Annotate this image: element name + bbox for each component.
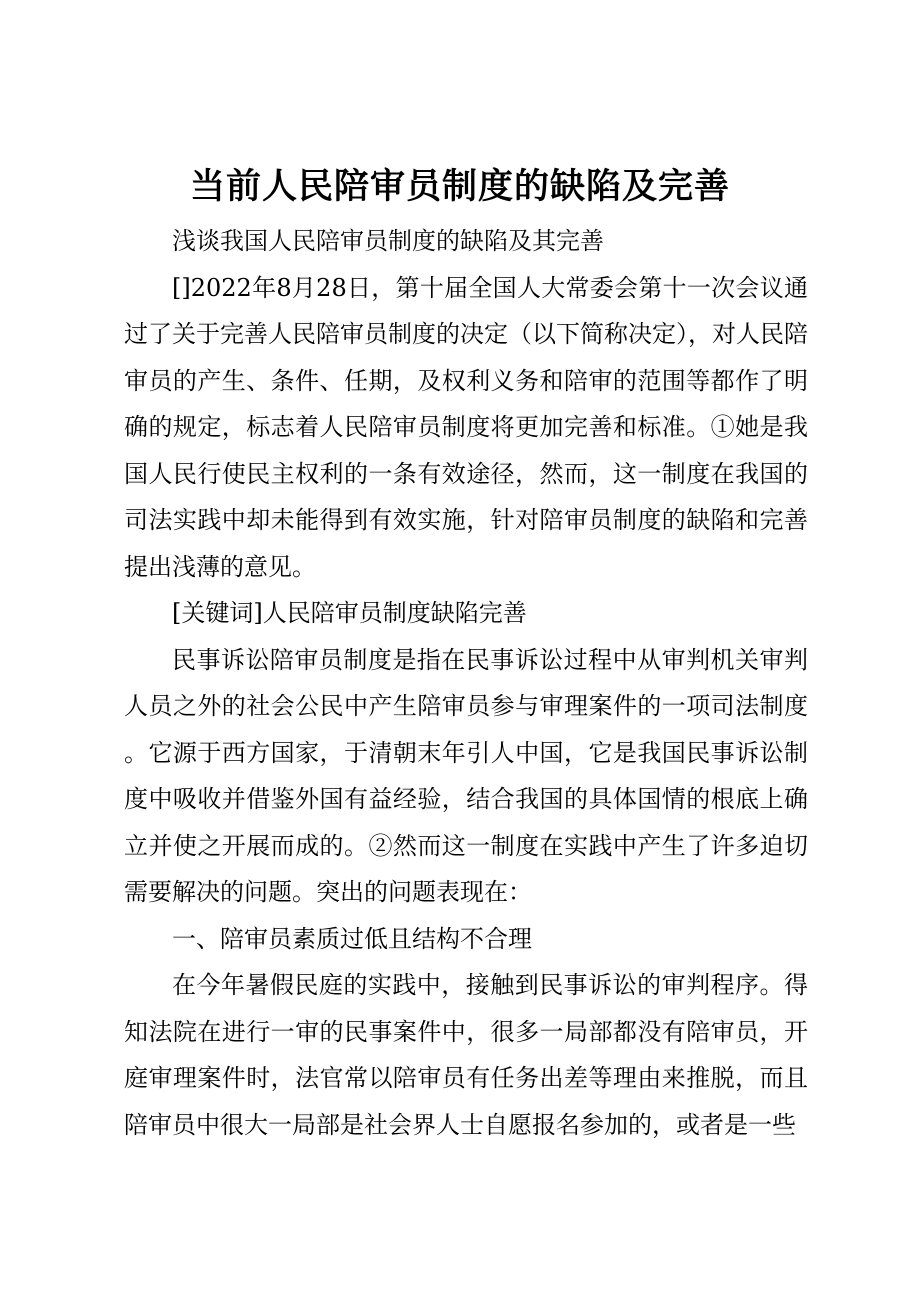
document-body <box>124 218 808 1148</box>
document-title: 当前人民陪审员制度的缺陷及完善 <box>189 167 730 207</box>
intro-paragraph: 民事诉讼陪审员制度是指在民事诉讼过程中从审判机关审判人员之外的社会公民中产生陪审员参与审理案件的一项司法制度。它源于西方国家，于清朝末年引人中国，它是我国民事诉讼制度中吸收并借鉴外国有益经验，结合我国的具体国情的根底上确立并使之开展而成的。②然而这一制度在实践中产生了许多迫切需要解决的问题。突出的问题表现在： <box>124 645 808 906</box>
section-paragraph: 在今年暑假民庭的实践中，接触到民事诉讼的审判程序。得知法院在进行一审的民事案件中，很多一局部都没有陪审员，开庭审理案件时，法官常以陪审员有任务出差等理由来推脱，而且陪审员中很大一局部是社会界人士自愿报名参加的，或者是一些 <box>124 971 808 1139</box>
keywords-paragraph: [关键词]人民陪审员制度缺陷完善 <box>172 599 527 627</box>
subtitle-paragraph: 浅谈我国人民陪审员制度的缺陷及其完善 <box>172 227 604 255</box>
section-heading: 一、陪审员素质过低且结构不合理 <box>172 924 532 953</box>
abstract-paragraph: []2022年8月28日，第十届全国人大常委会第十一次会议通过了关于完善人民陪审员制度的决定（以下简称决定），对人民陪审员的产生、条件、任期，及权利义务和陪审的范围等都作了明确的规定，标志着人民陪审员制度将更加完善和标准。①她是我国人民行使民主权利的一条有效途径，然而，这一制度在我国的司法实践中却未能得到有效实施，针对陪审员制度的缺陷和完善提出浅薄的意见。 <box>124 273 808 581</box>
